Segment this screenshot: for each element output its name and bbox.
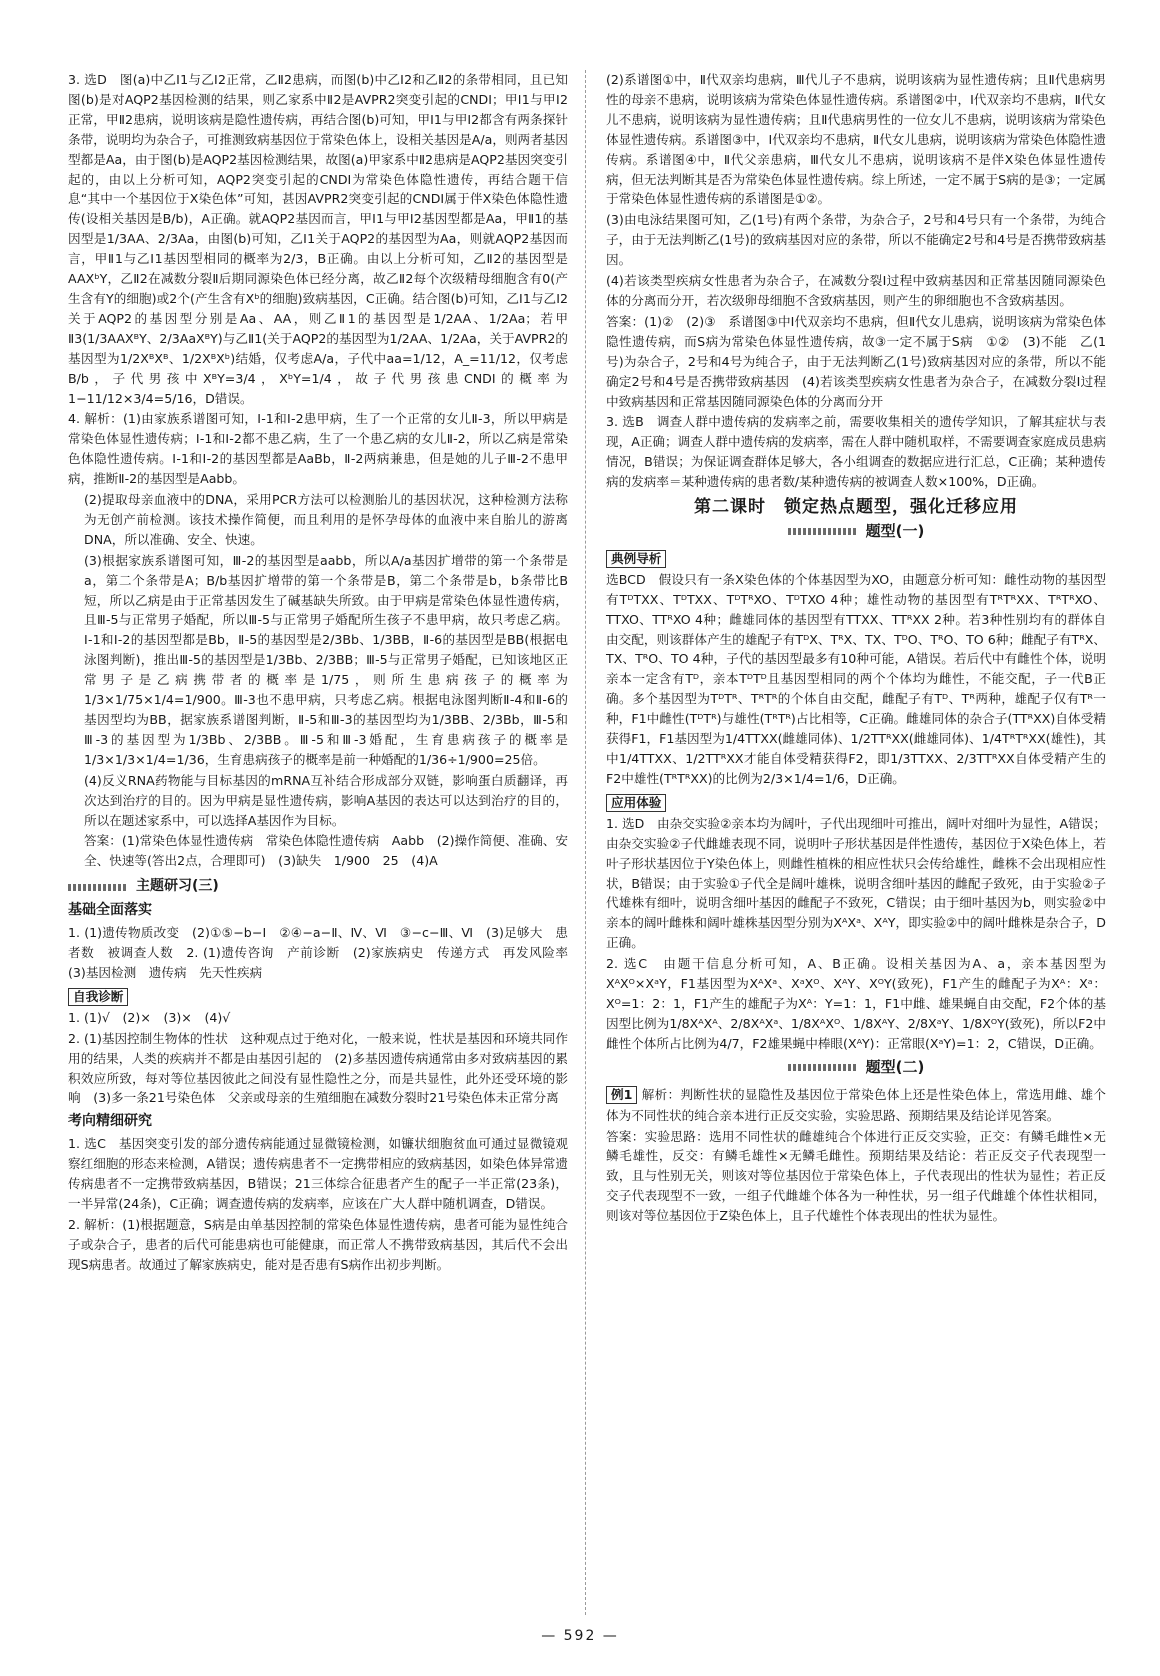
answer-2-part3: (3)由电泳结果图可知，乙(1号)有两个条带，为杂合子，2号和4号只有一个条带，为纯合子，由于无法判断乙(1号)的致病基因对应的条带，所以不能确定2号和4号是否携带致病基因。	[606, 212, 1106, 268]
section-title: 主题研习(三)	[136, 878, 219, 895]
answer-2-part4: (4)若该类型疾病女性患者为杂合子，在减数分裂Ⅰ过程中致病基因和正常基因随同源染色体的分离而分开，若次级卵母细胞不含致病基因，则产生的卵细胞也不含致病基因。	[606, 273, 1106, 308]
question-type-1-header	[606, 522, 1106, 542]
striped-bar-icon	[788, 528, 858, 535]
example-1-answer: 答案：实验思路：选用不同性状的雌雄纯合个体进行正反交实验，正交：有鳞毛雌性×无鳞毛雄性，反交：有鳞毛雄性×无鳞毛雌性。预期结果及结论：若正反交子代表现型一致，且与性别无关，则该对等位基因位于常染色体上，子代表现出的性状为显性；若正反交子代表现型不一致，一组子代雌雄个体各为一种性状，另一组子代雌雄个体性状相同，则该对等位基因位于Z染色体上，且子代雄性个体表现出的性状为显性。	[606, 1128, 1106, 1224]
application-1: 1. 选D 由杂交实验②亲本均为阔叶，子代出现细叶可推出，阔叶对细叶为显性，A错误；由杂交实验②子代雌雄表现不同，说明叶子形状基因是伴性遗传，基因位于X染色体上，若叶子形状基因位于Y染色体上，则雌性植株的相应性状只会传给雄性，雌株不会出现相应性状，B错误；由于实验①子代全是阔叶雄株，说明含细叶基因的雌配子致死，由于实验②子代雄株有细叶，说明含细叶基因的雌配子不致死，C错误；由于细叶基因为b，则实验②中亲本的阔叶雌株和阔叶雄株基因型分别为XᴬXᵃ、XᴬY，即实验②中的阔叶雌株是杂合子，D正确。	[606, 815, 1106, 951]
example-1-text: 解析：判断性状的显隐性及基因位于常染色体上还是性染色体上，常选用雌、雄个体为不同性状的纯合亲本进行正反交实验，实验思路、预期结果及结论详见答案。	[606, 1086, 1106, 1123]
application-label: 应用体验	[606, 794, 666, 812]
self-diagnosis-2: 2. (1)基因控制生物体的性状 这种观点过于绝对化，一般来说，性状是基因和环境共同作用的结果，人类的疾病并不都是由基因引起的 (2)多基因遗传病通常由多对致病基因的累积效应所致，每对等位基因彼此之间没有显性隐性之分，而是共显性，此外还受环境的影响 (3)多一条21号染色体 父亲或母亲的生殖细胞在减数分裂时21号染色体未正常分离	[68, 1030, 568, 1106]
example-analysis: 选BCD 假设只有一条X染色体的个体基因型为XO，由题意分析可知：雌性动物的基因型有TᴰTXX、TᴰTXX、TᴰTᴿXO、TᴰTXO 4种；雄性动物的基因型有TᴿTᴿXX、TᴿTᴿXO、TTXO、TTᴿXO 4种；雌雄同体的基因型有TTXX、TTᴿXX 2种。若3种性别均有的群体自由交配，则该群体产生的雄配子有TᴰX、TᴿX、TX、TᴰO、TᴿO、TO 6种；雌配子有TᴿX、TX、TᴿO、TO 4种，子代的基因型最多有10种可能，A错误。若后代中有雌性个体，说明亲本一定含有Tᴰ，亲本TᴰTᴰ且基因型相同的两个个体均为雌性，不能交配，子一代B正确。多个基因型为TᴰTᴿ、TᴿTᴿ的个体自由交配，雌配子有Tᴰ、Tᴿ两种，雄配子仅有Tᴿ一种，F1中雌性(TᴰTᴿ)与雄性(TᴿTᴿ)占比相等，C正确。雌雄同体的杂合子(TTᴿXX)自体受精获得F1，F1基因型为1/4TTXX(雌雄同体)、1/2TTᴿXX(雌雄同体)、1/4TᴿTᴿXX(雄性)，其中1/4TTXX、1/2TTᴿXX才能自体受精获得F2，即1/3TTXX、2/3TTᴿXX自体受精产生的F2中雄性(TᴿTᴿXX)的比例为2/3×1/4=1/6，D正确。	[606, 571, 1106, 786]
example-1	[606, 1082, 1106, 1126]
section-header	[68, 877, 568, 897]
answer-2-final: 答案：(1)② (2)③ 系谱图③中Ⅰ代双亲均不患病，但Ⅱ代女儿患病，说明该病为常染色体隐性遗传病，而S病为常染色体显性遗传病，故③一定不属于S病 ①② (3)不能 乙(1号)为杂合子，2号和4号为纯合子，由于无法判断乙(1号)致病基因对应的条带，所以不能确定2号和4号是否携带致病基因 (4)若该类型疾病女性患者为杂合子，在减数分裂Ⅰ过程中致病基因和正常基因随同源染色体的分离而分开	[606, 313, 1106, 409]
striped-bar-icon	[68, 884, 128, 891]
column-divider	[585, 70, 586, 1615]
answer-q3: 3. 选D 图(a)中乙Ⅰ1与乙Ⅰ2正常，乙Ⅱ2患病，而图(b)中乙Ⅰ2和乙Ⅱ2的条带相同，且已知图(b)是对AQP2基因检测的结果，则乙家系中Ⅱ2是AVPR2突变引起的CNDI；甲Ⅰ1与甲Ⅰ2正常，甲Ⅱ2患病，说明该病是隐性遗传病，再结合图(b)可知，甲Ⅰ1与甲Ⅰ2都含有两条探针条带，说明均为杂合子，可推测致病基因位于常染色体上，设相关基因是A/a，则两者基因型都是Aa，由于图(b)是AQP2基因检测结果，故图(a)甲家系中Ⅱ2患病是AQP2基因突变引起的，由以上分析可知，AQP2突变引起的CNDI为常染色体隐性遗传，再结合题干信息“其中一个基因位于X染色体”可知，甚因AVPR2突变引起的CNDI属于伴X染色体隐性遗传(设相关基因是B/b)，A正确。就AQP2基因而言，甲Ⅰ1与甲Ⅰ2基因型都是Aa，甲Ⅱ1的基因型是1/3AA、2/3Aa，由图(b)可知，乙Ⅰ1关于AQP2的基因型为Aa，则就AQP2基因而言，甲Ⅱ1与乙Ⅰ1基因型相同的概率为2/3，B正确。由以上分析可知，乙Ⅱ2的基因型是AAXᵇY，乙Ⅱ2在减数分裂Ⅱ后期同源染色体已经分离，故乙Ⅱ2每个次级精母细胞含有0(产生含有Y的细胞)或2个(产生含有Xᵇ的细胞)致病基因，C正确。结合图(b)可知，乙Ⅰ1与乙Ⅰ2关于AQP2的基因型分别是Aa、AA，则乙Ⅱ1的基因型是1/2AA、1/2Aa；若甲Ⅱ3(1/3AAXᴮY、2/3AaXᴮY)与乙Ⅱ1(关于AQP2的基因型为1/2AA、1/2Aa，关于AVPR2的基因型为1/2XᴮXᴮ、1/2XᴮXᵇ)结婚，仅考虑A/a，子代中aa=1/12，A_=11/12，仅考虑B/b，子代男孩中XᴮY=3/4，XᵇY=1/4，故子代男孩患CNDI的概率为1−11/12×3/4=5/16，D错误。	[68, 72, 568, 406]
self-diagnosis-1: 1. (1)√ (2)× (3)× (4)√	[68, 1009, 231, 1025]
answer-q4-part1: 4. 解析：(1)由家族系谱图可知，Ⅰ-1和Ⅰ-2患甲病，生了一个正常的女儿Ⅱ-3，所以甲病是常染色体显性遗传病；Ⅰ-1和Ⅰ-2都不患乙病，生了一个患乙病的女儿Ⅱ-2，所以乙病是常染色体隐性遗传病。Ⅰ-1和Ⅰ-2的基因型都是AaBb，Ⅱ-2两病兼患，但是她的儿子Ⅲ-2不患甲病，推断Ⅱ-2的基因型是Aabb。	[68, 411, 568, 487]
answer-q4-part4: (4)反义RNA药物能与目标基因的mRNA互补结合形成部分双链，影响蛋白质翻译，再次达到治疗的目的。因为甲病是显性遗传病，影响A基因的表达可以达到治疗的目的，所以在题述家系中，可以选择A基因作为目标。	[84, 772, 568, 828]
jichu-answers: 1. (1)遗传物质改变 (2)①⑤−b−Ⅰ ②④−a−Ⅱ、Ⅳ、Ⅵ ③−c−Ⅲ、Ⅵ (3)足够大 患者数 被调查人数 2. (1)遗传咨询 产前诊断 (2)家族病史 传递方式 再发风险率 (3)基因检测 遗传病 先天性疾病	[68, 925, 581, 980]
answer-q4-part3: (3)根据家族系谱图可知，Ⅲ-2的基因型是aabb，所以A/a基因扩增带的第一个条带是a，第二个条带是A；B/b基因扩增带的第一个条带是B，第二个条带是b，b条带比B短，所以乙病是由于正常基因发生了碱基缺失所致。由于甲病是常染色体显性遗传病，且Ⅲ-5与正常男子婚配，所以Ⅲ-5与正常男子婚配所生孩子不患甲病，故只考虑乙病。Ⅰ-1和Ⅰ-2的基因型都是Bb，Ⅱ-5的基因型是2/3Bb、1/3BB，Ⅱ-6的基因型是BB(根据电泳图判断)，推出Ⅲ-5的基因型是1/3Bb、2/3BB；Ⅲ-5与正常男子婚配，已知该地区正常男子是乙病携带者的概率是1/75，则所生患病孩子的概率为1/3×1/75×1/4=1/900。Ⅲ-3也不患甲病，只考虑乙病。根据电泳图判断Ⅱ-4和Ⅱ-6的基因型均为BB，据家族系谱图判断，Ⅱ-5和Ⅲ-3的基因型均为1/3BB、2/3Bb，Ⅲ-5和Ⅲ-3的基因型为1/3Bb、2/3BB。Ⅲ-5和Ⅲ-3婚配，生育患病孩子的概率是1/3×1/3×1/4=1/36，生育患病孩子的概率是前一种婚配的1/36÷1/900=25倍。	[84, 552, 568, 767]
left-column	[68, 70, 581, 1615]
right-column	[606, 70, 1106, 1615]
application-2: 2. 选C 由题干信息分析可知，A、B正确。设相关基因为A、a，亲本基因型为XᴬXᴼ×XᵃY，F1基因型为XᴬXᵃ、XᵃXᴼ、XᴬY、XᴼY(致死)，F1产生的雌配子为Xᴬ：Xᵃ：Xᴼ=1：2：1，F1产生的雄配子为Xᴬ：Y=1：1，F1中雌、雄果蝇自由交配，F2个体的基因型比例为1/8XᴬXᴬ、2/8XᴬXᵃ、1/8XᴬXᴼ、1/8XᴬY、2/8XᵃY、1/8XᴼY(致死)，所以F2中雌性个体所占比例为4/7，F2雄果蝇中棒眼(XᴬY)：正常眼(XᵃY)=1：2，C错误，D正确。	[606, 956, 1106, 1051]
example-analysis-label: 典例导析	[606, 550, 666, 568]
answer-2-part2: (2)系谱图①中，Ⅱ代双亲均患病，Ⅲ代儿子不患病，说明该病为显性遗传病；且Ⅱ代患病男性的母亲不患病，说明该病为常染色体显性遗传病。系谱图②中，Ⅰ代双亲均不患病，Ⅱ代女儿不患病，说明该病为显性遗传病；且Ⅱ代患病男性的一位女儿不患病，说明该病为常染色体显性遗传病。系谱图③中，Ⅰ代双亲均不患病，Ⅱ代女儿患病，说明该病为常染色体隐性遗传病。系谱图④中，Ⅱ代父亲患病，Ⅲ代女儿不患病，说明该病不是伴X染色体显性遗传病，但无法判断其是否为常染色体显性遗传病。综上所述，一定不属于S病的是③；一定属于常染色体显性遗传病的系谱图是①②。	[606, 72, 1106, 207]
subsection-jichu: 基础全面落实	[68, 902, 152, 919]
answer-q4-part2: (2)提取母亲血液中的DNA，采用PCR方法可以检测胎儿的基因状况，这种检测方法称为无创产前检测。该技术操作简便，而且利用的是怀孕母体的血液中来自胎儿的游离DNA，所以准确、安全、快速。	[84, 492, 568, 547]
question-type-1-title: 题型(一)	[865, 521, 925, 540]
kaoxiang-1: 1. 选C 基因突变引发的部分遗传病能通过显微镜检测，如镰状细胞贫血可通过显微镜观察红细胞的形态来检测，A错误；遗传病患者不一定携带相应的致病基因，如染色体异常遗传病患者不一定携带致病基因，B错误；21三体综合征患者产生的配子一半正常(23条)，一半异常(24条)，C正确；调查遗传病的发病率，应该在广大人群中随机调查，D错误。	[68, 1136, 568, 1211]
question-type-2-header	[606, 1058, 1106, 1078]
subsection-kaoxiang: 考向精细研究	[68, 1113, 152, 1130]
question-type-2-title: 题型(二)	[865, 1057, 925, 1076]
striped-bar-icon	[788, 1064, 858, 1071]
lesson-title: 第二课时 锁定热点题型，强化迁移应用	[694, 497, 1018, 518]
page-number: — 592 —	[541, 1628, 619, 1644]
answer-q4-final: 答案：(1)常染色体显性遗传病 常染色体隐性遗传病 Aabb (2)操作简便、准确、安全、快速等(答出2点，合理即可) (3)缺失 1/900 25 (4)A	[84, 833, 568, 869]
kaoxiang-2: 2. 解析：(1)根据题意，S病是由单基因控制的常染色体显性遗传病，患者可能为显性纯合子或杂合子，患者的后代可能患病也可能健康，而正常人不携带致病基因，其后代不会出现S病患者。故通过了解家族病史，能对是否患有S病作出初步判断。	[68, 1216, 568, 1272]
answer-3: 3. 选B 调查人群中遗传病的发病率之前，需要收集相关的遗传学知识，了解其症状与表现，A正确；调查人群中遗传病的发病率，需在人群中随机取样，不需要调查家庭成员患病情况，B错误；为保证调查群体足够大，各小组调查的数据应进行汇总，C正确；某种遗传病的发病率＝某种遗传病的患者数/某种遗传病的被调查人数×100%，D正确。	[606, 414, 1106, 490]
self-diagnosis-label: 自我诊断	[68, 988, 128, 1006]
example-1-label: 例1	[606, 1086, 637, 1104]
